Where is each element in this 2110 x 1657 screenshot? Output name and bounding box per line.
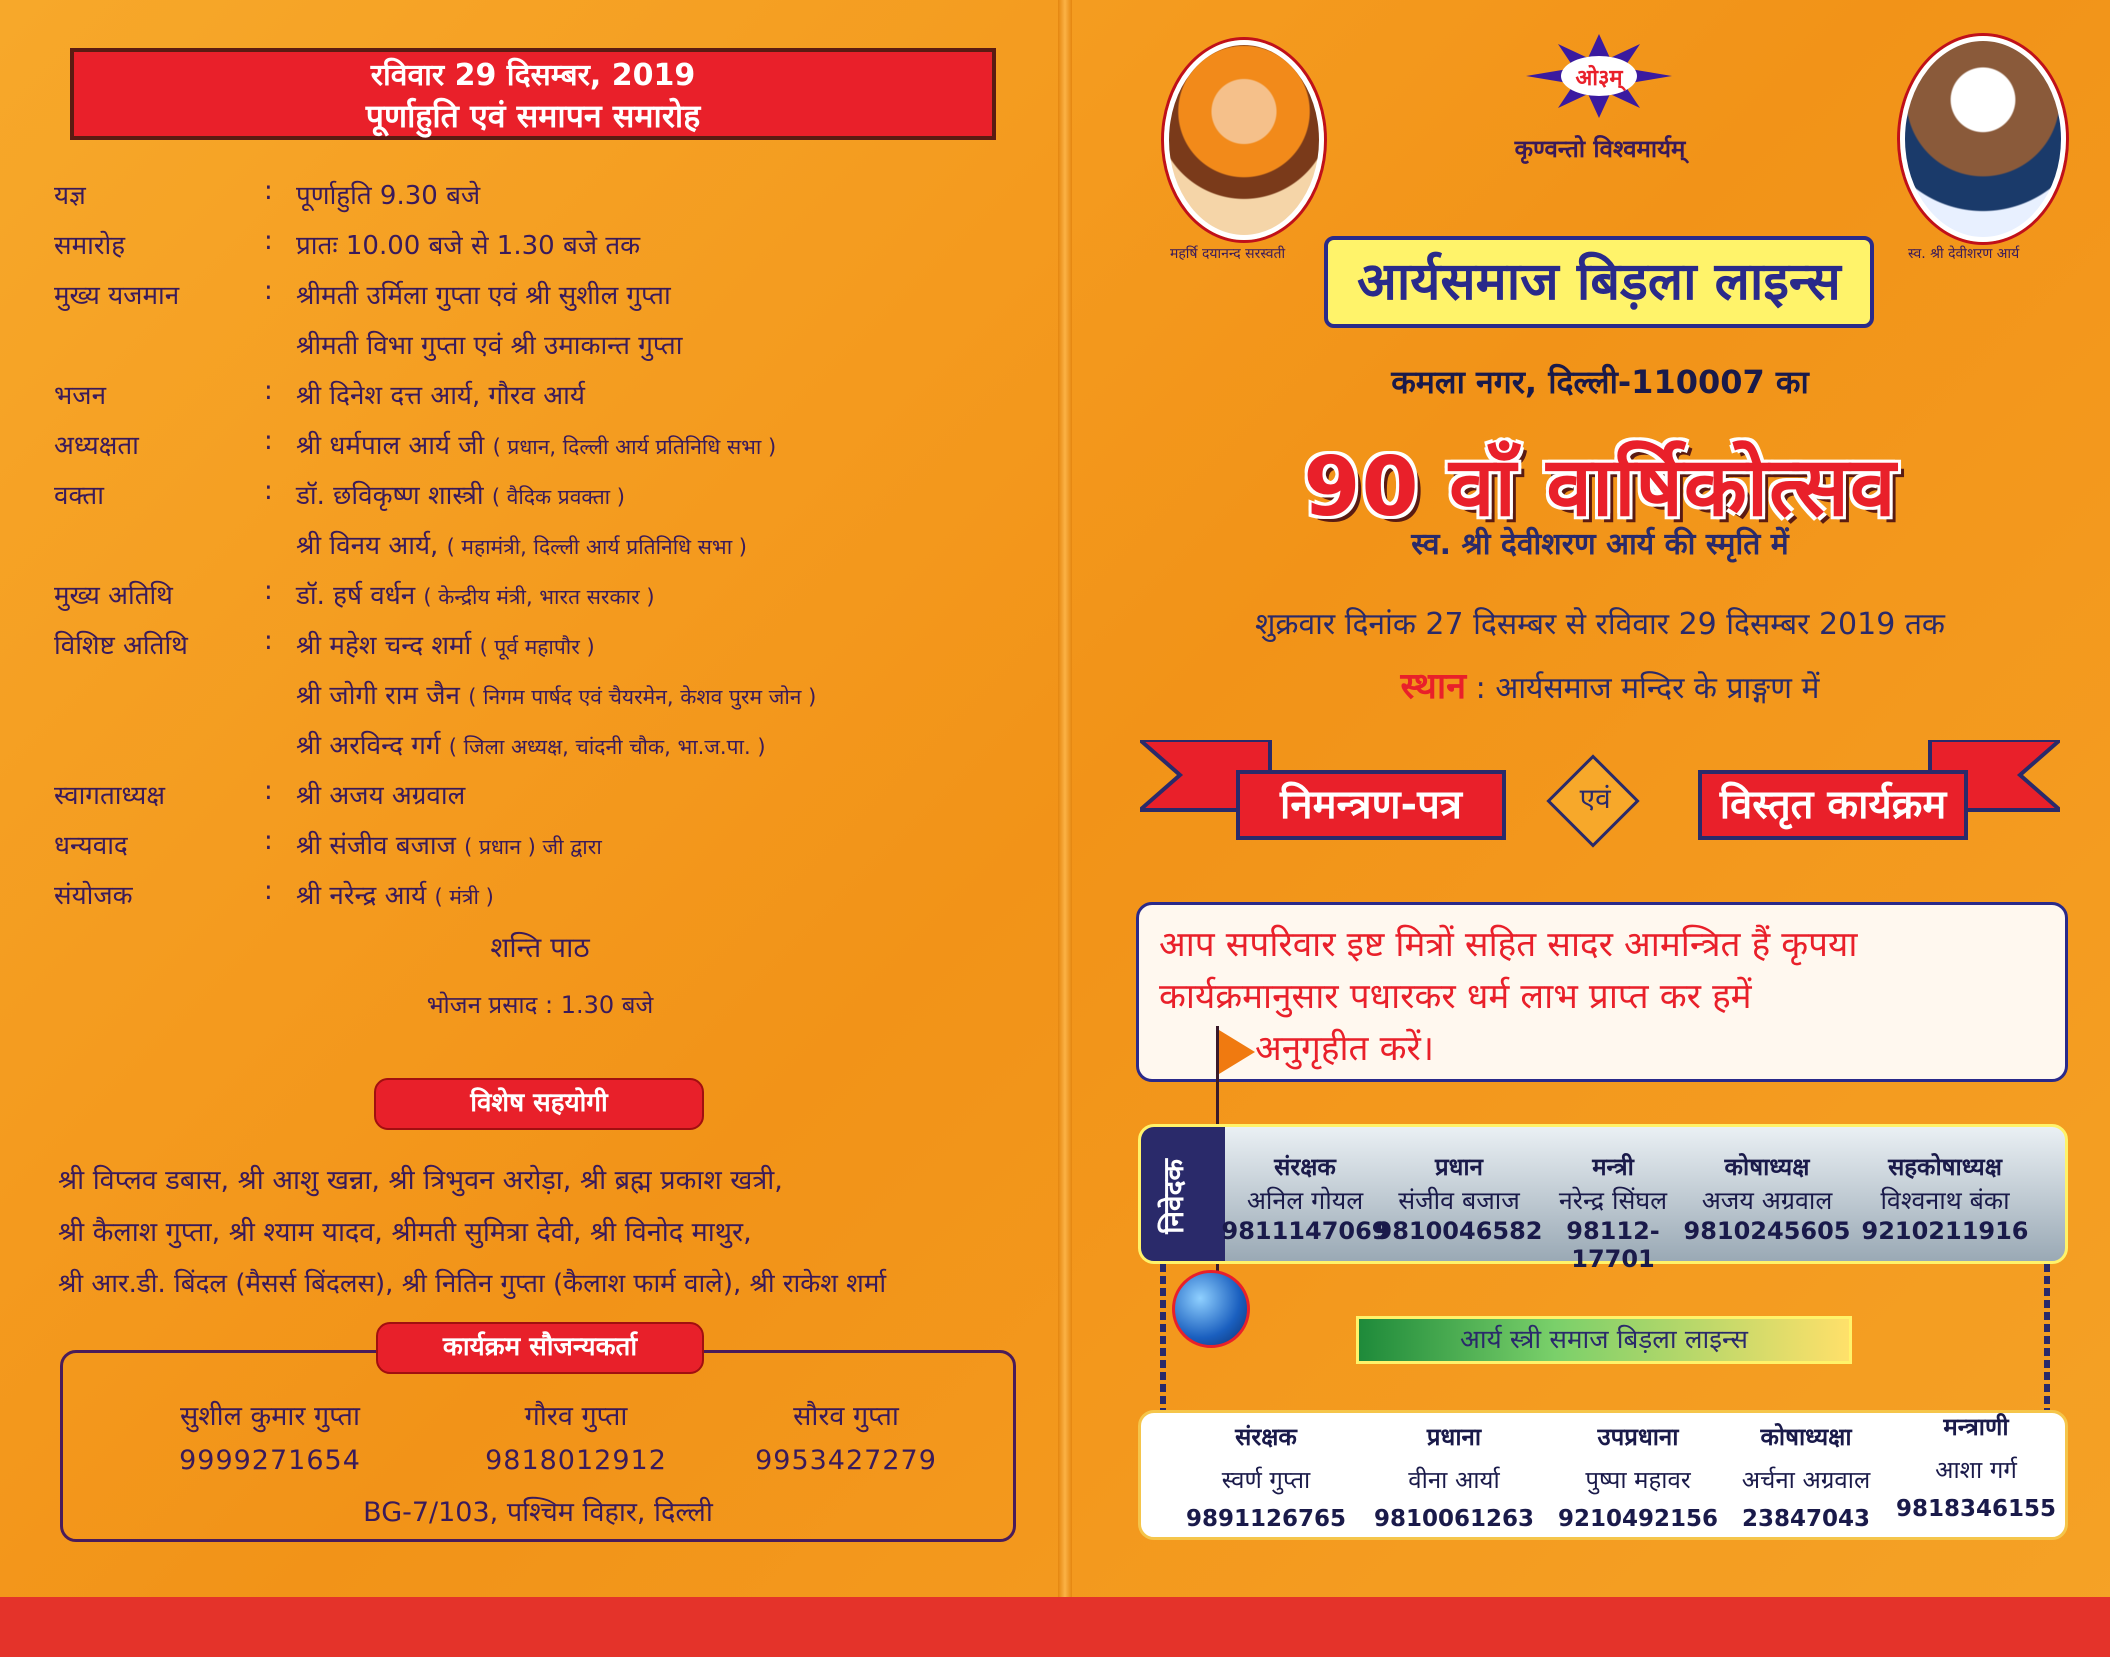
officer-title: प्रधान bbox=[1435, 1153, 1483, 1181]
row-note: ( निगम पार्षद एवं चैयरमेन, केशव पुरम जोन ) bbox=[468, 685, 817, 709]
officer-phone: 9210211916 bbox=[1861, 1217, 2029, 1245]
row-value: श्रीमती विभा गुप्ता एवं श्री उमाकान्त गुप्ता bbox=[296, 331, 683, 361]
row-label: विशिष्ट अतिथि bbox=[54, 631, 188, 661]
stri-officer bbox=[1176, 1420, 1356, 1532]
org-location: कमला नगर, दिल्ली-110007 का bbox=[1391, 363, 1809, 401]
schedule-row: समारोह : प्रातः 10.00 बजे से 1.30 बजे तक bbox=[54, 226, 641, 261]
officer bbox=[1220, 1150, 1390, 1245]
invitation-message bbox=[1136, 902, 2068, 1082]
row-value: श्री दिनेश दत्त आर्य, गौरव आर्य bbox=[296, 381, 585, 411]
om-text: ओ३म् bbox=[1575, 66, 1623, 91]
officer-name: अजय अग्रवाल bbox=[1701, 1186, 1833, 1215]
row-value: श्री जोगी राम जैन bbox=[296, 681, 460, 711]
row-value: श्रीमती उर्मिला गुप्ता एवं श्री सुशील गुप्ता bbox=[296, 281, 671, 311]
row-label: मुख्य अतिथि bbox=[54, 581, 173, 611]
portrait-caption: महर्षि दयानन्द सरस्वती bbox=[1170, 246, 1286, 262]
invite-line: अनुगृहीत करें। bbox=[1255, 1029, 1435, 1069]
sponsor bbox=[446, 1396, 706, 1476]
flag-icon bbox=[1219, 1030, 1255, 1074]
officer-title: मन्त्राणी bbox=[1943, 1413, 2009, 1441]
sponsor bbox=[716, 1396, 976, 1476]
officer-phone: 23847043 bbox=[1741, 1506, 1871, 1532]
header-title: पूर्णाहुति एवं समापन समारोह bbox=[365, 97, 701, 135]
om-emblem bbox=[1524, 34, 1674, 118]
sponsor-name: सुशील कुमार गुप्ता bbox=[180, 1401, 360, 1432]
officer-name: नरेन्द्र सिंघल bbox=[1558, 1186, 1668, 1215]
row-label: यज्ञ bbox=[54, 181, 86, 211]
portrait-caption: स्व. श्री देवीशरण आर्य bbox=[1908, 246, 2020, 262]
schedule-row: वक्ता : डॉ. छविकृष्ण शास्त्री ( वैदिक प्रवक्ता ) bbox=[54, 476, 625, 511]
officer-title: प्रधाना bbox=[1426, 1423, 1482, 1451]
venue: स्थान : आर्यसमाज मन्दिर के प्राङ्गण में bbox=[1400, 666, 1820, 707]
supporter-line: श्री कैलाश गुप्ता, श्री श्याम यादव, श्रीमती सुमित्रा देवी, श्री विनोद माथुर, bbox=[58, 1217, 752, 1248]
schedule-row: विशिष्ट अतिथि : श्री महेश चन्द शर्मा ( पूर्व महापौर ) bbox=[54, 626, 595, 661]
row-note: ( वैदिक प्रवक्ता ) bbox=[491, 485, 625, 509]
supporter-line: श्री विप्लव डबास, श्री आशु खन्ना, श्री त्रिभुवन अरोड़ा, श्री ब्रह्म प्रकाश खत्री, bbox=[58, 1165, 783, 1196]
invite-line: आप सपरिवार इष्ट मित्रों सहित सादर आमन्त्रित हैं कृपया bbox=[1159, 925, 1858, 965]
row-label: मुख्य यजमान bbox=[54, 281, 180, 311]
row-label: धन्यवाद bbox=[54, 831, 128, 861]
officer-name: स्वर्ण गुप्ता bbox=[1221, 1466, 1311, 1494]
officer-phone: 9811147069 bbox=[1221, 1217, 1389, 1245]
officer-title: सहकोषाध्यक्ष bbox=[1888, 1153, 2002, 1181]
globe-icon bbox=[1172, 1270, 1250, 1348]
row-value: श्री नरेन्द्र आर्य bbox=[296, 881, 427, 911]
sponsor-name: गौरव गुप्ता bbox=[524, 1401, 628, 1432]
row-value: डॉ. हर्ष वर्धन bbox=[296, 581, 416, 611]
ribbon-program: विस्तृत कार्यक्रम bbox=[1698, 770, 1968, 840]
event-title: 90 वाँ वार्षिकोत्सव bbox=[1303, 440, 1897, 535]
stri-officer bbox=[1548, 1420, 1728, 1532]
row-label: अध्यक्षता bbox=[54, 431, 139, 461]
memorial-line: स्व. श्री देवीशरण आर्य की स्मृति में bbox=[1411, 527, 1789, 562]
venue-text: आर्यसमाज मन्दिर के प्राङ्गण में bbox=[1495, 671, 1820, 706]
row-note: ( प्रधान ) जी द्वारा bbox=[464, 835, 602, 859]
row-label: संयोजक bbox=[54, 881, 133, 911]
officer bbox=[1682, 1150, 1852, 1245]
schedule-row: मुख्य यजमान : श्रीमती उर्मिला गुप्ता एवं श्री सुशील गुप्ता bbox=[54, 276, 671, 311]
row-value: डॉ. छविकृष्ण शास्त्री bbox=[296, 481, 484, 511]
schedule-row bbox=[0, 676, 1050, 712]
officer-title: मन्त्री bbox=[1592, 1153, 1634, 1181]
portrait-dayanand bbox=[1164, 40, 1324, 240]
venue-label: स्थान bbox=[1400, 666, 1467, 707]
officer-title: संरक्षक bbox=[1235, 1423, 1297, 1451]
officer-phone: 98112-17701 bbox=[1566, 1217, 1660, 1273]
portrait-devisharan bbox=[1900, 36, 2066, 242]
bhojan-time: भोजन प्रसाद : 1.30 बजे bbox=[426, 991, 654, 1019]
officer-name: वीना आर्या bbox=[1408, 1466, 1500, 1494]
row-note: ( केन्द्रीय मंत्री, भारत सरकार ) bbox=[423, 585, 655, 609]
schedule-row: संयोजक : श्री नरेन्द्र आर्य ( मंत्री ) bbox=[54, 876, 494, 911]
special-supporters-title: विशेष सहयोगी bbox=[374, 1078, 704, 1130]
invite-line: कार्यक्रमानुसार पधारकर धर्म लाभ प्राप्त कर हमें bbox=[1159, 977, 1752, 1017]
row-value: श्री अरविन्द गर्ग bbox=[296, 731, 441, 761]
row-value: श्री संजीव बजाज bbox=[296, 831, 456, 861]
schedule-row bbox=[0, 526, 1050, 562]
org-name: आर्यसमाज बिड़ला लाइन्स bbox=[1324, 236, 1874, 328]
schedule-row: मुख्य अतिथि : डॉ. हर्ष वर्धन ( केन्द्रीय मंत्री, भारत सरकार ) bbox=[54, 576, 655, 611]
sponsor-phone: 9999271654 bbox=[179, 1445, 361, 1476]
stri-officer bbox=[1364, 1420, 1544, 1532]
row-note: ( मंत्री ) bbox=[434, 885, 494, 909]
officer-title: संरक्षक bbox=[1274, 1153, 1336, 1181]
row-value: श्री विनय आर्य, bbox=[296, 531, 439, 561]
officer-title: कोषाध्यक्ष bbox=[1724, 1153, 1810, 1181]
ribbon-evam: एवं bbox=[1546, 754, 1639, 847]
sponsors-title: कार्यक्रम सौजन्यकर्ता bbox=[376, 1322, 704, 1374]
row-label: वक्ता bbox=[54, 481, 104, 511]
fold-line bbox=[1058, 0, 1072, 1657]
sponsor-phone: 9953427279 bbox=[755, 1445, 937, 1476]
row-note: ( जिला अध्यक्ष, चांदनी चौक, भा.ज.पा. ) bbox=[448, 735, 766, 759]
ribbon-invitation: निमन्त्रण-पत्र bbox=[1236, 770, 1506, 840]
officer-phone: 9818346155 bbox=[1895, 1496, 2057, 1522]
sponsor-name: सौरव गुप्ता bbox=[793, 1401, 899, 1432]
schedule-row: अध्यक्षता : श्री धर्मपाल आर्य जी ( प्रधान, दिल्ली आर्य प्रतिनिधि सभा ) bbox=[54, 426, 777, 461]
row-label: भजन bbox=[54, 381, 107, 411]
row-value: श्री महेश चन्द शर्मा bbox=[296, 631, 472, 661]
schedule-row: धन्यवाद : श्री संजीव बजाज ( प्रधान ) जी द्वारा bbox=[54, 826, 602, 861]
officer-title: कोषाध्यक्षा bbox=[1760, 1423, 1852, 1451]
officer-phone: 9210492156 bbox=[1557, 1506, 1719, 1532]
schedule-row bbox=[0, 726, 1050, 762]
stri-officer bbox=[1716, 1420, 1896, 1532]
chain-left bbox=[1160, 1264, 1166, 1414]
header-date: रविवार 29 दिसम्बर, 2019 bbox=[370, 58, 696, 93]
row-value: प्रातः 10.00 बजे से 1.30 बजे तक bbox=[296, 231, 641, 261]
row-note: ( पूर्व महापौर ) bbox=[479, 635, 595, 659]
chain-right bbox=[2044, 1264, 2050, 1414]
stri-officer bbox=[1886, 1410, 2066, 1522]
row-value: श्री अजय अग्रवाल bbox=[296, 781, 466, 811]
row-note: ( प्रधान, दिल्ली आर्य प्रतिनिधि सभा ) bbox=[492, 435, 777, 459]
officer-name: अनिल गोयल bbox=[1246, 1186, 1364, 1215]
officer bbox=[1528, 1150, 1698, 1273]
row-value: पूर्णाहुति 9.30 बजे bbox=[296, 181, 481, 211]
officer bbox=[1860, 1150, 2030, 1245]
schedule-row: स्वागताध्यक्ष : श्री अजय अग्रवाल bbox=[54, 776, 466, 811]
schedule-row: भजन : श्री दिनेश दत्त आर्य, गौरव आर्य bbox=[54, 376, 585, 411]
schedule-row: यज्ञ : पूर्णाहुति 9.30 बजे bbox=[54, 176, 481, 211]
officer-name: संजीव बजाज bbox=[1398, 1186, 1520, 1215]
officer-name: अर्चना अग्रवाल bbox=[1741, 1466, 1871, 1494]
supporter-line: श्री आर.डी. बिंदल (मैसर्स बिंदलस), श्री नितिन गुप्ता (कैलाश फार्म वाले), श्री राकेश शर्मा bbox=[58, 1269, 887, 1299]
row-note: ( महामंत्री, दिल्ली आर्य प्रतिनिधि सभा ) bbox=[446, 535, 747, 559]
officer-phone: 9810046582 bbox=[1375, 1217, 1543, 1245]
officer-name: आशा गर्ग bbox=[1935, 1456, 2017, 1484]
sponsor bbox=[140, 1396, 400, 1476]
row-label: स्वागताध्यक्ष bbox=[54, 781, 165, 811]
row-label: समारोह bbox=[54, 231, 126, 261]
officer-name: विश्वनाथ बंका bbox=[1880, 1186, 2010, 1215]
officer-phone: 9810245605 bbox=[1683, 1217, 1851, 1245]
stri-samaj-title: आर्य स्त्री समाज बिड़ला लाइन्स bbox=[1356, 1316, 1852, 1364]
officer-phone: 9891126765 bbox=[1185, 1506, 1347, 1532]
officer-name: पुष्पा महावर bbox=[1585, 1466, 1691, 1494]
row-value: श्री धर्मपाल आर्य जी bbox=[296, 431, 485, 461]
shanti-path: शन्ति पाठ bbox=[490, 931, 590, 964]
event-dates: शुक्रवार दिनांक 27 दिसम्बर से रविवार 29 दिसम्बर 2019 तक bbox=[1255, 607, 1945, 642]
officer-title: उपप्रधाना bbox=[1597, 1423, 1679, 1451]
officer-phone: 9810061263 bbox=[1373, 1506, 1535, 1532]
schedule-row bbox=[0, 326, 1050, 362]
bottom-red-band bbox=[0, 1597, 2110, 1657]
motto: कृण्वन्तो विश्वमार्यम् bbox=[1514, 135, 1686, 163]
closing-ceremony-header bbox=[70, 48, 996, 140]
nivedak-label: निवेदक bbox=[1157, 1159, 1190, 1234]
officer bbox=[1374, 1150, 1544, 1245]
sponsor-address: BG-7/103, पश्चिम विहार, दिल्ली bbox=[363, 1497, 713, 1528]
sponsor-phone: 9818012912 bbox=[485, 1445, 667, 1476]
